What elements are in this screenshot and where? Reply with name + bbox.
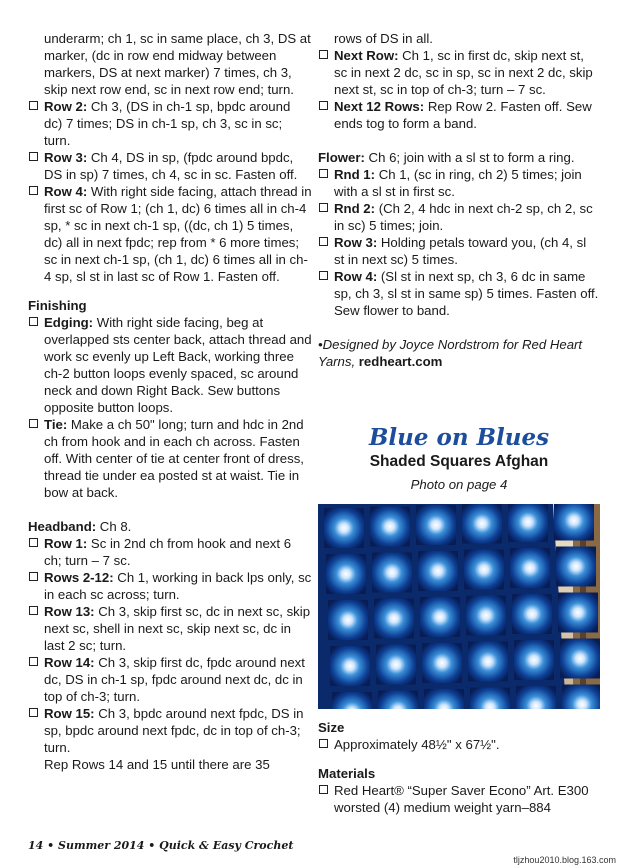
row-label: Row 1: xyxy=(44,536,88,551)
size-heading: Size xyxy=(318,720,345,735)
size-text xyxy=(318,736,600,753)
checkbox-icon[interactable] xyxy=(319,101,328,110)
checkbox-icon[interactable] xyxy=(29,101,38,110)
afghan-square xyxy=(514,640,554,680)
headband-row-13 xyxy=(28,603,312,654)
checkbox-icon[interactable] xyxy=(319,271,328,280)
afghan-square xyxy=(332,692,372,709)
row-label: Row 2: xyxy=(44,99,88,114)
headband-row-15 xyxy=(28,705,312,756)
row-text: Ch 3, skip first sc, dc in next sc, skip next sc, shell in next sc, skip next sc, dc in last 2 sc; turn. xyxy=(44,604,311,653)
afghan-square xyxy=(420,597,460,637)
afghan-square xyxy=(424,689,464,709)
flower-row-4 xyxy=(318,268,600,319)
repeat-text: Rep Rows 14 and 15 until there are 35 xyxy=(44,757,270,772)
designer-credit xyxy=(318,336,600,370)
afghan-square xyxy=(418,551,458,591)
headband-heading xyxy=(28,518,312,535)
row-label: Rnd 2: xyxy=(334,201,376,216)
afghan-square xyxy=(468,642,508,682)
row-label: Next 12 Rows: xyxy=(334,99,425,114)
headband-row-1 xyxy=(28,535,312,569)
afghan-square xyxy=(416,505,456,545)
row-text: Make a ch 50" long; turn and hdc in 2nd ch from hook and in each ch across. Fasten off. With center of tie at center front of dress, thread tie under ea posted st at waist. Tie in bow at back. xyxy=(44,417,304,500)
afghan-square xyxy=(326,554,366,594)
row-label: Row 3: xyxy=(44,150,88,165)
checkbox-icon[interactable] xyxy=(29,419,38,428)
afghan-square xyxy=(330,646,370,686)
flower-heading-text: Ch 6; join with a sl st to form a ring. xyxy=(364,150,575,165)
row-label: Row 3: xyxy=(334,235,378,250)
afghan-square xyxy=(516,686,556,709)
flower-heading xyxy=(318,149,600,166)
edging-instruction xyxy=(28,314,312,416)
checkbox-icon[interactable] xyxy=(29,538,38,547)
row-text: Ch 3, (DS in ch-1 sp, bpdc around dc) 7 times; DS in ch-1 sp, ch 3, sc in sc; turn. xyxy=(44,99,291,148)
row-text: Ch 3, skip first dc, fpdc around next dc, DS in ch-1 sp, fpdc around next dc, dc in top of ch-3; turn. xyxy=(44,655,305,704)
row-label: Row 14: xyxy=(44,655,95,670)
afghan-square xyxy=(470,688,510,710)
row-2-instruction xyxy=(28,98,312,149)
row-text: (Sl st in next sp, ch 3, 6 dc in same sp, ch 3, sl st in same sp) 5 times. Fasten off. Sew flower to band. xyxy=(334,269,599,318)
checkbox-icon[interactable] xyxy=(29,572,38,581)
credit-text: •Designed by Joyce Nordstrom for Red Heart Yarns, xyxy=(318,337,583,369)
afghan-photo xyxy=(318,504,600,709)
row-text: Ch 1, working in back lps only, sc in each sc across; turn. xyxy=(44,570,312,602)
checkbox-icon[interactable] xyxy=(319,50,328,59)
left-column xyxy=(28,30,312,773)
afghan-square xyxy=(466,596,506,636)
row-text: Holding petals toward you, (ch 4, sl st in next sc) 5 times. xyxy=(334,235,587,267)
afghan-square xyxy=(374,599,414,639)
afghan-square xyxy=(560,639,600,679)
afghan-square xyxy=(462,504,502,544)
continued-text: rows of DS in all. xyxy=(334,31,433,46)
materials-text xyxy=(318,782,600,816)
flower-rnd-1 xyxy=(318,166,600,200)
afghan-square xyxy=(328,600,368,640)
afghan-square xyxy=(464,550,504,590)
afghan-square xyxy=(554,504,594,541)
materials-heading: Materials xyxy=(318,766,376,781)
row-text: Ch 4, DS in sp, (fpdc around bpdc, DS in sp) 7 times, ch 4, sc in sc. Fasten off. xyxy=(44,150,298,182)
row-text: (Ch 2, 4 hdc in next ch-2 sp, ch 2, sc in sc) 5 times; join. xyxy=(334,201,593,233)
afghan-square xyxy=(508,504,548,542)
row-text: Rep Row 2. Fasten off. Sew ends tog to form a band. xyxy=(334,99,592,131)
row-label: Edging: xyxy=(44,315,94,330)
row-label: Rows 2-12: xyxy=(44,570,114,585)
afghan-square xyxy=(556,547,596,587)
finishing-heading: Finishing xyxy=(28,298,87,313)
headband-heading-label: Headband: xyxy=(28,519,97,534)
row-label: Next Row: xyxy=(334,48,399,63)
headband-row-14 xyxy=(28,654,312,705)
pattern-title: Blue on Blues xyxy=(368,424,550,451)
afghan-square xyxy=(324,508,364,548)
headband-heading-text: Ch 8. xyxy=(96,519,132,534)
row-text: Ch 1, (sc in ring, ch 2) 5 times; join with a sl st in first sc. xyxy=(334,167,582,199)
checkbox-icon[interactable] xyxy=(29,186,38,195)
afghan-square xyxy=(562,685,600,710)
row-label: Row 4: xyxy=(44,184,88,199)
pattern-header xyxy=(318,424,600,493)
row-text: Ch 1, sc in first dc, skip next st, sc in next 2 dc, sc in sp, sc in next 2 dc, skip next st, sc in top of ch-3; turn – 7 sc. xyxy=(334,48,593,97)
afghan-square xyxy=(510,548,550,588)
afghan-square xyxy=(370,507,410,547)
checkbox-icon[interactable] xyxy=(319,203,328,212)
page-footer: 14 • Summer 2014 • Quick & Easy Crochet xyxy=(28,839,294,852)
checkbox-icon[interactable] xyxy=(319,237,328,246)
row-3-instruction xyxy=(28,149,312,183)
checkbox-icon[interactable] xyxy=(319,739,328,748)
checkbox-icon[interactable] xyxy=(29,606,38,615)
afghan-square xyxy=(422,643,462,683)
size-value: Approximately 48½" x 67½". xyxy=(334,737,500,752)
row-text: Sc in 2nd ch from hook and next 6 ch; turn – 7 sc. xyxy=(44,536,292,568)
intro-text: underarm; ch 1, sc in same place, ch 3, DS at marker, (dc in row end midway between markers, DS at next marker) 7 times, ch 3, skip next row end, sc in next row end; turn. xyxy=(44,31,311,97)
row-text: With right side facing, beg at overlapped sts center back, attach thread and work sc evenly up Left Back, working three ch-2 button loops evenly spaced, sc around neck and down Right Back. Sew buttons opposite button loops. xyxy=(44,315,312,415)
checkbox-icon[interactable] xyxy=(319,169,328,178)
flower-heading-label: Flower: xyxy=(318,150,365,165)
redheart-link[interactable]: redheart.com xyxy=(355,354,443,369)
photo-note: Photo on page 4 xyxy=(410,477,508,492)
checkbox-icon[interactable] xyxy=(29,152,38,161)
headband-rows-2-12 xyxy=(28,569,312,603)
row-label: Row 15: xyxy=(44,706,95,721)
next-row-instruction xyxy=(318,47,600,98)
row-4-instruction xyxy=(28,183,312,285)
afghan-square xyxy=(558,593,598,633)
checkbox-icon[interactable] xyxy=(29,708,38,717)
afghan-square xyxy=(378,691,418,710)
row-text: With right side facing, attach thread in first sc of Row 1; (ch 1, dc) 6 times all in ch-4 sp, * sc in next ch-1 sp, ((dc, ch 1) 5 times, dc) all in next fpdc; rep from * 6 more times; sc in next ch-1 sp, (ch 1, dc) 6 times all in ch-4 sp, sl st in last sc of Row 1. Fasten off. xyxy=(44,184,312,284)
right-column xyxy=(318,30,600,816)
row-label: Row 13: xyxy=(44,604,95,619)
next-12-rows-instruction xyxy=(318,98,600,132)
afghan-square xyxy=(372,553,412,593)
pattern-subtitle: Shaded Squares Afghan xyxy=(369,453,549,470)
checkbox-icon[interactable] xyxy=(29,317,38,326)
row-text: Ch 3, bpdc around next fpdc, DS in sp, bpdc around next fpdc, dc in top of ch-3; turn. xyxy=(44,706,304,755)
afghan-square xyxy=(512,594,552,634)
row-label: Tie: xyxy=(44,417,68,432)
checkbox-icon[interactable] xyxy=(319,785,328,794)
row-label: Row 4: xyxy=(334,269,378,284)
tie-instruction xyxy=(28,416,312,501)
flower-rnd-2 xyxy=(318,200,600,234)
checkbox-icon[interactable] xyxy=(29,657,38,666)
materials-value: Red Heart® “Super Saver Econo” Art. E300 worsted (4) medium weight yarn–884 xyxy=(334,783,589,815)
flower-row-3 xyxy=(318,234,600,268)
afghan-square xyxy=(376,645,416,685)
watermark: tljzhou2010.blog.163.com xyxy=(513,855,616,865)
row-label: Rnd 1: xyxy=(334,167,376,182)
